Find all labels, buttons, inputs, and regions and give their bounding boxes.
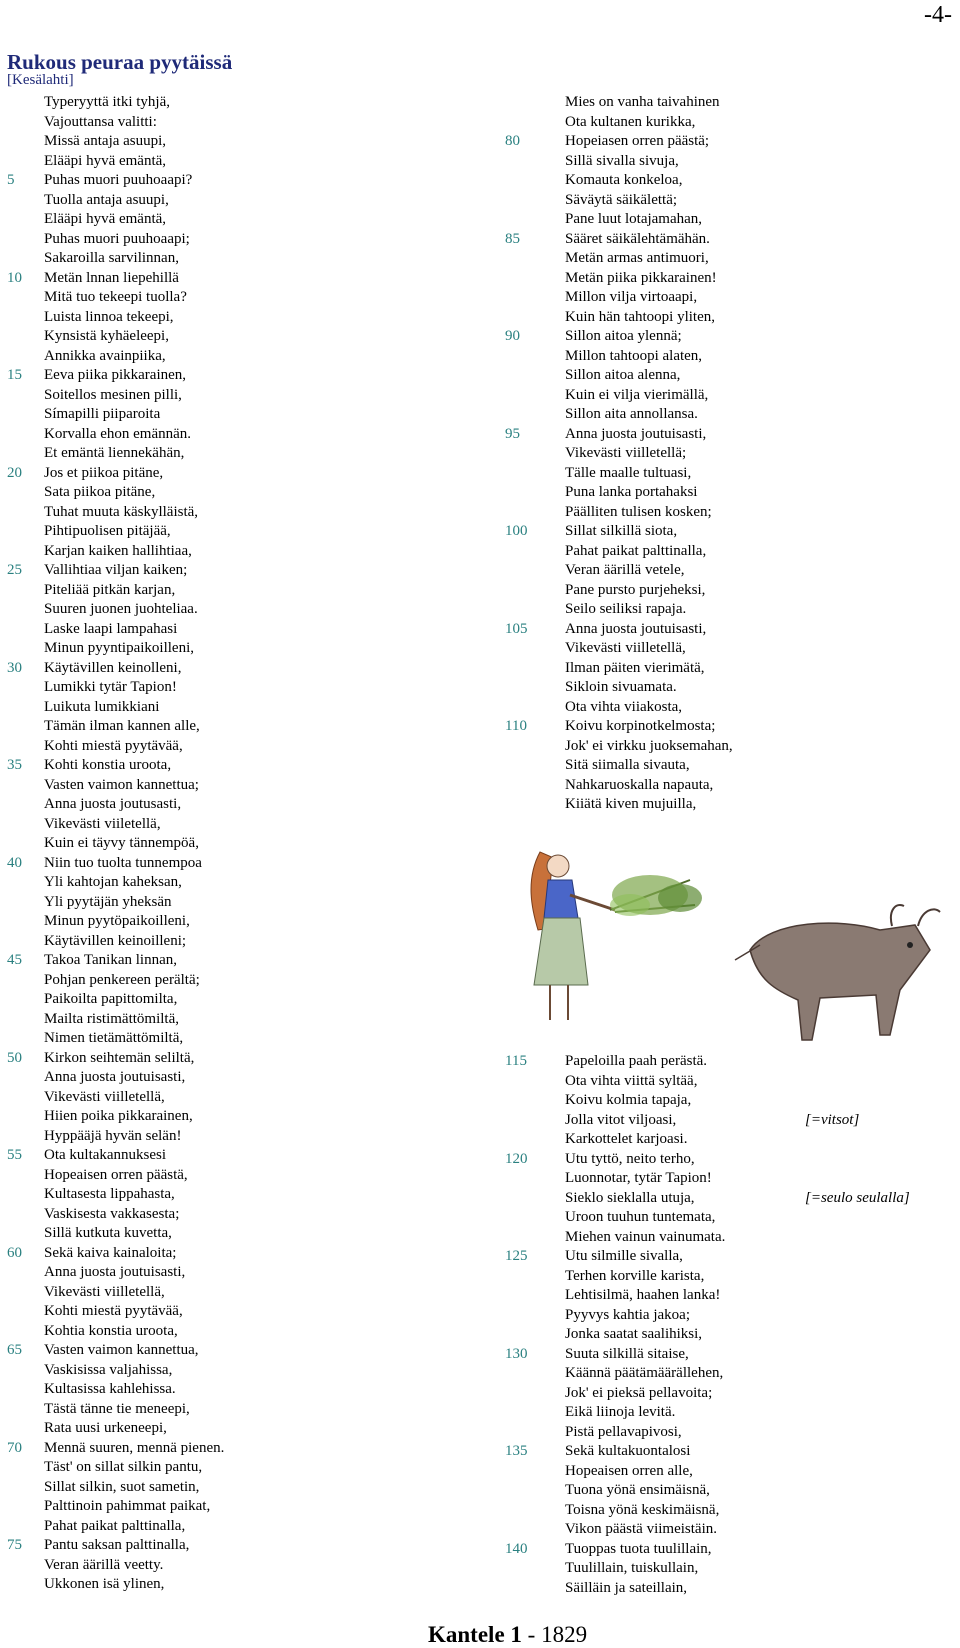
verse-text: Tästä tänne tie meneepi,: [44, 1400, 190, 1417]
verse-text: Mies on vanha taivahinen: [565, 94, 720, 110]
verse-text: Sillä kutkuta kuvetta,: [44, 1225, 172, 1241]
verse-text: Sillon aitoa ylennä;: [565, 328, 682, 344]
line-number: 35: [7, 757, 22, 773]
verse-text: Kuin ei täyvy tännempöä,: [44, 835, 199, 851]
verse-text: Anna juosta joutuisasti,: [565, 425, 707, 442]
verse-text: Luista linnoa tekeepi,: [44, 308, 174, 325]
verse-text: Utu silmille sivalla,: [565, 1248, 683, 1264]
verse-text: Vasten vaimon kannettua,: [44, 1342, 199, 1358]
page-number: -4-: [924, 2, 952, 28]
verse-text: Koivu korpinotkelmosta;: [565, 718, 716, 734]
verse-text: Seilo seiliksi rapaja.: [565, 601, 687, 617]
verse-text: Päälliten tulisen kosken;: [565, 503, 712, 520]
footer-bold: Kantele 1: [428, 1622, 522, 1647]
verse-text: Säilläin ja sateillain,: [565, 1579, 688, 1596]
verse-text: Missä antaja asuupi,: [44, 133, 167, 149]
verse-text: Takoa Tanikan linnan,: [44, 952, 178, 968]
line-number: 135: [505, 1443, 528, 1459]
line-number: 95: [505, 425, 520, 442]
verse-text: Pantu saksan palttinalla,: [44, 1537, 190, 1553]
verse-text: Kirkon seihtemän seliltä,: [44, 1049, 195, 1066]
line-number: 40: [7, 854, 22, 871]
verse-text: Anna juosta joutuisasti,: [44, 1264, 186, 1280]
verse-text: Pistä pellavapivosi,: [565, 1423, 682, 1440]
verse-text: Karkottelet karjoasi.: [565, 1131, 688, 1147]
verse-text: Tälle maalle tultuasi,: [565, 464, 692, 481]
verse-text: Korvalla ehon emännän.: [44, 425, 192, 442]
verse-text: Kiiätä kiven mujuilla,: [565, 796, 697, 812]
verse-text: Palttinoin pahimmat paikat,: [44, 1498, 211, 1514]
verse-text: Käytävillen keinoilleni;: [44, 932, 187, 949]
verse-text: Terhen korville karista,: [565, 1267, 705, 1284]
line-number: 5: [7, 172, 15, 188]
verse-text: Nahkaruoskalla napauta,: [565, 776, 714, 793]
verse-text: Hopeaisen orren päästä,: [44, 1166, 188, 1183]
line-number: 20: [7, 464, 22, 481]
line-number: 120: [505, 1150, 528, 1167]
verse-text: Vaskisissa valjahissa,: [44, 1361, 173, 1378]
line-number: 25: [7, 562, 22, 578]
verse-text: Annikka avainpiika,: [44, 347, 166, 364]
verse-text: Säväytä säikälettä;: [565, 191, 678, 208]
line-number: 90: [505, 328, 520, 344]
verse-text: Sitä siimalla sivauta,: [565, 757, 690, 773]
verse-text: Laske laapi lampahasi: [44, 620, 178, 637]
verse-text: Vasten vaimon kannettua;: [44, 776, 199, 793]
line-number: 45: [7, 952, 22, 968]
line-number: 80: [505, 133, 520, 149]
verse-text: Hopeaisen orren alle,: [565, 1462, 693, 1479]
verse-text: Suuta silkillä sitaise,: [565, 1345, 689, 1362]
verse-text: Tuulillain, tuiskullain,: [565, 1560, 699, 1576]
verse-text: Metän piika pikkarainen!: [565, 269, 717, 286]
verse-text: Sakaroilla sarvilinnan,: [44, 250, 179, 266]
verse-text: Jos et piikoa pitäne,: [44, 464, 164, 481]
line-number: 110: [505, 718, 527, 734]
verse-text: Täst' on sillat silkin pantu,: [44, 1459, 203, 1475]
verse-text: Jok' ei pieksä pellavoita;: [565, 1384, 713, 1401]
footer-year: - 1829: [521, 1622, 588, 1647]
verse-text: Millon tahtoopi alaten,: [565, 347, 703, 364]
verse-text: Sillon aita annollansa.: [565, 406, 698, 422]
verse-note: [=vitsot]: [805, 1111, 860, 1128]
verse-text: Vaskisesta vakkasesta;: [44, 1205, 180, 1222]
verse-text: Sillat silkin, suot sametin,: [44, 1478, 200, 1495]
verse-text: Niin tuo tuolta tunnempoa: [44, 854, 202, 871]
verse-text: Minun pyyntipaikoilleni,: [44, 640, 194, 656]
verse-text: Anna juosta joutuisasti,: [565, 620, 707, 637]
verse-text: Kuin hän tahtoopi yliten,: [565, 308, 715, 325]
verse-text: Utu tyttö, neito terho,: [565, 1150, 695, 1167]
verse-text: Sekä kaiva kainaloita;: [44, 1244, 177, 1261]
verse-text: Tuolla antaja asuupi,: [44, 191, 169, 208]
verse-text: Minun pyytöpaikoilleni,: [44, 913, 190, 929]
verse-text: Komauta konkeloa,: [565, 172, 683, 188]
verse-text: Tuoppas tuota tuulillain,: [565, 1540, 712, 1557]
verse-text: Ota vihta viittä syltää,: [565, 1072, 698, 1089]
line-number: 100: [505, 523, 528, 539]
line-number: 65: [7, 1342, 22, 1358]
verse-text: Ota kultanen kurikka,: [565, 113, 696, 130]
verse-text: Ukkonen isä ylinen,: [44, 1576, 165, 1592]
verse-text: Puhas muori puuhoaapi;: [44, 230, 190, 247]
line-number: 140: [505, 1540, 528, 1557]
verse-text: Kultasissa kahlehissa.: [44, 1381, 176, 1397]
verse-text: Mennä suuren, mennä pienen.: [44, 1439, 225, 1456]
verse-text: Jolla vitot viljoasi,: [565, 1111, 677, 1128]
verse-text: Pane pursto purjeheksi,: [565, 581, 706, 598]
line-number: 15: [7, 367, 22, 383]
line-number: 115: [505, 1053, 527, 1069]
verse-text: Soitellos mesinen pilli,: [44, 386, 182, 403]
poem-source: [Kesälahti]: [7, 72, 74, 88]
line-number: 60: [7, 1244, 22, 1261]
verse-text: Elääpi hyvä emäntä,: [44, 211, 167, 227]
verse-text: Metän lnnan liepehillä: [44, 269, 179, 286]
verse-text: Typeryyttä itki tyhjä,: [44, 94, 171, 110]
verse-text: Vajouttansa valitti:: [44, 113, 157, 130]
verse-text: Hiien poika pikkarainen,: [44, 1108, 193, 1124]
verse-text: Símapilli piiparoita: [44, 406, 161, 422]
verse-text: Miehen vainun vainumata.: [565, 1228, 726, 1245]
verse-text: Sieklo sieklalla utuja,: [565, 1189, 695, 1206]
line-number: 125: [505, 1248, 528, 1264]
verse-text: Sekä kultakuontalosi: [565, 1443, 691, 1459]
illustration-girl-and-reindeer: [520, 840, 950, 1050]
verse-text: Paikoilta papittomilta,: [44, 991, 178, 1007]
verse-text: Millon vilja virtoaapi,: [565, 289, 698, 305]
verse-text: Tuhat muuta käskylläistä,: [44, 503, 199, 520]
verse-text: Pyyvys kahtia jakoa;: [565, 1306, 690, 1323]
verse-text: Metän armas antimuori,: [565, 250, 709, 266]
footer: [428, 1622, 587, 1648]
reindeer-figure: [735, 905, 940, 1040]
verse-text: Sikloin sivuamata.: [565, 679, 677, 695]
verse-note: [=seulo seulalla]: [805, 1189, 910, 1206]
verse-text: Lehtisilmä, haahen lanka!: [565, 1287, 721, 1303]
verse-text: Vikon päästä viimeistäin.: [565, 1521, 717, 1537]
verse-text: Pahat paikat palttinalla,: [44, 1517, 186, 1534]
verse-text: Kohtia konstia uroota,: [44, 1322, 178, 1339]
verse-text: Veran äärillä vetele,: [565, 562, 685, 578]
verse-text: Kohti miestä pyytävää,: [44, 737, 183, 754]
verse-text: Suuren juonen juohteliaa.: [44, 601, 198, 617]
verse-text: Toisna yönä keskimäisnä,: [565, 1501, 720, 1518]
verse-text: Vikevästi viilletellä;: [565, 445, 687, 461]
verse-text: Ilman päiten vierimätä,: [565, 659, 705, 676]
verse-text: Piteliää pitkän karjan,: [44, 581, 176, 598]
verse-text: Tuona yönä ensimäisnä,: [565, 1482, 710, 1498]
verse-text: Sillä sivalla sivuja,: [565, 152, 679, 169]
verse-text: Nimen tietämättömiltä,: [44, 1030, 184, 1046]
line-number: 85: [505, 230, 520, 247]
verse-text: Sata piikoa pitäne,: [44, 484, 156, 500]
verse-text: Uroon tuuhun tuntemata,: [565, 1209, 716, 1225]
line-number: 55: [7, 1147, 22, 1163]
verse-text: Käytävillen keinolleni,: [44, 659, 182, 676]
line-number: 70: [7, 1439, 22, 1456]
line-number: 10: [7, 269, 22, 286]
line-number: 130: [505, 1345, 528, 1362]
verse-text: Sillon aitoa alenna,: [565, 367, 681, 383]
verse-text: Anna juosta joutusasti,: [44, 796, 182, 812]
verse-text: Mailta ristimättömiltä,: [44, 1010, 179, 1027]
verse-text: Yli pyytäjän yheksän: [44, 893, 172, 910]
verse-text: Vikevästi viiletellä,: [44, 815, 161, 832]
line-number: 50: [7, 1049, 22, 1066]
girl-figure: [531, 852, 615, 1020]
verse-text: Eikä liinoja levitä.: [565, 1404, 676, 1420]
verse-text: Anna juosta joutuisasti,: [44, 1069, 186, 1085]
verse-text: Papeloilla paah perästä.: [565, 1053, 708, 1069]
verse-text: Vikevästi viilletellä,: [44, 1088, 165, 1105]
verse-text: Jok' ei virkku juoksemahan,: [565, 737, 733, 754]
verse-text: Kultasesta lippahasta,: [44, 1186, 175, 1202]
verse-text: Rata uusi urkeneepi,: [44, 1420, 167, 1436]
verse-text: Kynsistä kyhäeleepi,: [44, 328, 169, 344]
verse-text: Mitä tuo tekeepi tuolla?: [44, 289, 187, 305]
verse-text: Kuin ei vilja vierimällä,: [565, 386, 709, 403]
verse-text: Vikevästi viilletellä,: [565, 640, 686, 656]
verse-text: Et emäntä liennekähän,: [44, 445, 185, 461]
verse-text: Vallihtiaa viljan kaiken;: [44, 562, 188, 578]
line-number: 30: [7, 659, 22, 676]
poem-title: Rukous peuraa pyytäissä: [7, 50, 233, 74]
verse-text: Elääpi hyvä emäntä,: [44, 152, 167, 169]
verse-text: Pahat paikat palttinalla,: [565, 542, 707, 559]
verse-text: Pohjan penkereen perältä;: [44, 971, 200, 988]
verse-text: Vikevästi viilletellä,: [44, 1283, 165, 1300]
verse-text: Pihtipuolisen pitäjää,: [44, 523, 171, 539]
verse-text: Sillat silkillä siota,: [565, 523, 678, 539]
verse-text: Ota vihta viiakosta,: [565, 698, 683, 715]
verse-text: Yli kahtojan kaheksan,: [44, 874, 182, 890]
verse-text: Veran äärillä veetty.: [44, 1556, 164, 1573]
line-number: 75: [7, 1537, 22, 1553]
verse-text: Tämän ilman kannen alle,: [44, 718, 200, 734]
verse-text: Hopeiasen orren päästä;: [565, 133, 710, 149]
verse-text: Kohti konstia uroota,: [44, 757, 172, 773]
verse-text: Eeva piika pikkarainen,: [44, 367, 187, 383]
verse-text: Luonnotar, tytär Tapion!: [565, 1170, 712, 1186]
verse-text: Karjan kaiken hallihtiaa,: [44, 542, 192, 559]
verse-text: Puhas muori puuhoaapi?: [44, 172, 193, 188]
line-number: 105: [505, 620, 528, 637]
verse-text: Sääret säikälehtämähän.: [565, 230, 710, 247]
verse-text: Luikuta lumikkiani: [44, 698, 160, 715]
verse-text: Ota kultakannuksesi: [44, 1147, 167, 1163]
verse-text: Koivu kolmia tapaja,: [565, 1092, 692, 1108]
verse-text: Jonka saatat saalihiksi,: [565, 1326, 703, 1342]
verse-text: Käännä päätämäärällehen,: [565, 1365, 724, 1381]
verse-text: Lumikki tytär Tapion!: [44, 679, 177, 695]
verse-text: Kohti miestä pyytävää,: [44, 1303, 183, 1319]
verse-text: Hyppääjä hyvän selän!: [44, 1127, 182, 1144]
verse-text: Pane luut lotajamahan,: [565, 211, 703, 227]
birch-switch: [610, 875, 702, 916]
verse-text: Puna lanka portahaksi: [565, 484, 698, 500]
